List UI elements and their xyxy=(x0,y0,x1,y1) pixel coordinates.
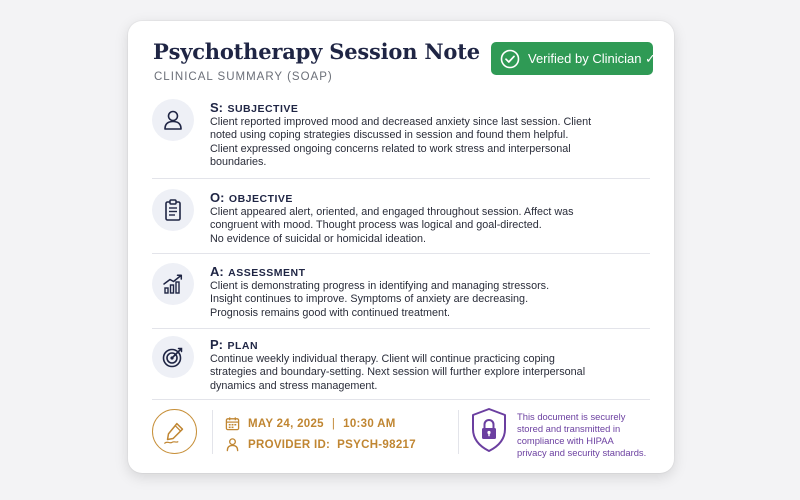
chart-trend-icon xyxy=(152,263,194,305)
divider xyxy=(152,178,650,179)
section-text: Continue weekly individual therapy. Client will continue practicing coping strategies and boundary-setting. Next session will further explore interpersonal dynamics and stress management. xyxy=(210,353,586,392)
verified-label: Verified by Clinician ✓ xyxy=(528,50,656,66)
section-heading: S: SUBJECTIVE xyxy=(210,100,299,115)
section-heading: P: PLAN xyxy=(210,337,259,352)
divider xyxy=(152,328,650,329)
session-datetime xyxy=(225,416,396,431)
session-time: 10:30 AM xyxy=(343,417,396,430)
page-title: Psychotherapy Session Note xyxy=(153,39,480,64)
section-text: Client reported improved mood and decreased anxiety since last session. Client noted using coping strategies discussed in session and found them helpful. Client expressed ongoing concerns related to work stress and interpersonal boundaries. xyxy=(210,116,592,168)
page-subtitle: CLINICAL SUMMARY (SOAP) xyxy=(154,71,333,83)
divider xyxy=(152,253,650,254)
session-date: MAY 24, 2025 xyxy=(248,417,324,430)
divider xyxy=(152,399,650,400)
section-text: Client is demonstrating progress in identifying and managing stressors. Insight continues to improve. Symptoms of anxiety are decreasing. Prognosis remains good with continued treatment. xyxy=(210,280,550,319)
signature-pen-icon xyxy=(152,409,197,454)
provider-icon xyxy=(225,437,240,452)
provider-id: PROVIDER ID: PSYCH-98217 xyxy=(248,438,416,451)
clipboard-icon xyxy=(152,189,194,231)
person-icon xyxy=(152,99,194,141)
session-note-card xyxy=(128,21,674,473)
calendar-icon xyxy=(225,416,240,431)
section-heading: O: OBJECTIVE xyxy=(210,190,293,205)
date-time-separator: | xyxy=(331,417,336,430)
footer-separator xyxy=(458,410,459,454)
target-icon xyxy=(152,336,194,378)
section-heading: A: ASSESSMENT xyxy=(210,264,306,279)
section-text: Client appeared alert, oriented, and engaged throughout session. Affect was congruent with mood. Thought process was logical and goal-directed. No evidence of suicidal or homicidal ideation. xyxy=(210,206,574,245)
hipaa-notice: This document is securely stored and transmitted in compliance with HIPAA privacy and security standards. xyxy=(517,411,647,458)
provider-info xyxy=(225,437,416,452)
shield-lock-icon xyxy=(469,407,509,453)
verified-badge xyxy=(491,42,656,75)
footer-separator xyxy=(212,410,213,454)
check-circle-icon xyxy=(500,49,520,69)
